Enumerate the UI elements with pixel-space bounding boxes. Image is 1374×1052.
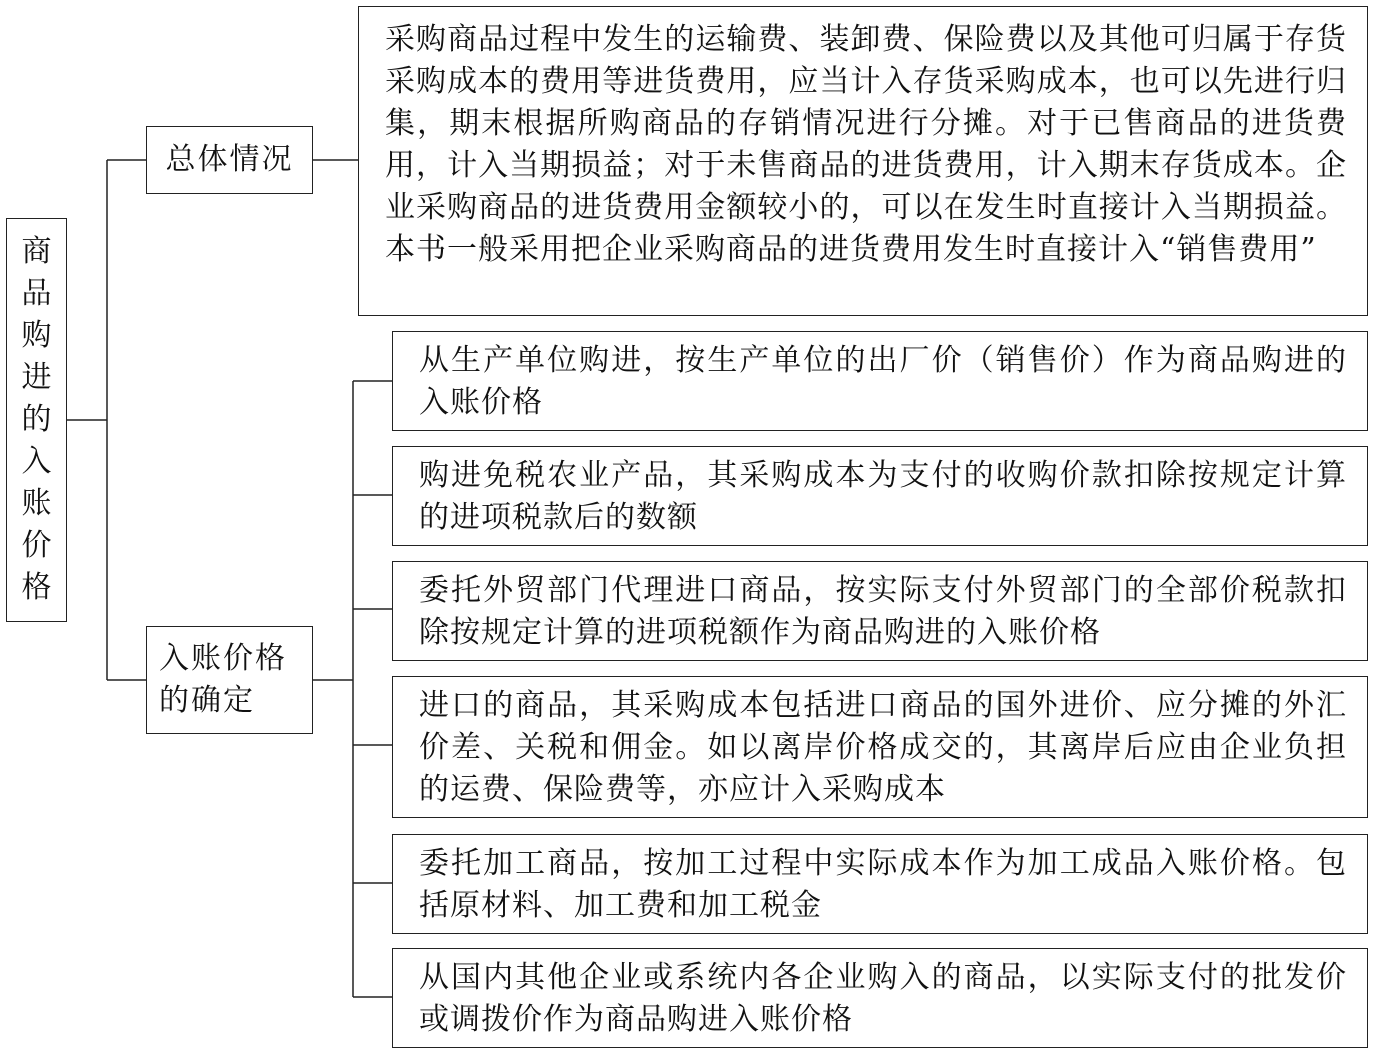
root-label: 商品购进的入账价格 xyxy=(21,234,52,605)
detail-box-consigned-processing: 委托加工商品，按加工过程中实际成本作为加工成品入账价格。包括原材料、加工费和加工税金 xyxy=(392,834,1368,934)
detail-box-overview: 采购商品过程中发生的运输费、装卸费、保险费以及其他可归属于存货采购成本的费用等进货费用，应当计入存货采购成本，也可以先进行归集，期末根据所购商品的存销情况进行分摊。对于已售商品的进货费用，计入当期损益；对于未售商品的进货费用，计入期末存货成本。企业采购商品的进货费用金额较小的，可以在发生时直接计入当期损益。本书一般采用把企业采购商品的进货费用发生时直接计入“销售费用” xyxy=(358,6,1368,316)
branch-label-overview: 总体情况 xyxy=(165,142,294,177)
detail-box-tax-exempt-agricultural: 购进免税农业产品，其采购成本为支付的收购价款扣除按规定计算的进项税款后的数额 xyxy=(392,446,1368,546)
detail-box-producer-purchase: 从生产单位购进，按生产单位的出厂价（销售价）作为商品购进的入账价格 xyxy=(392,331,1368,431)
detail-box-foreign-trade-agency: 委托外贸部门代理进口商品，按实际支付外贸部门的全部价税款扣除按规定计算的进项税额作为商品购进的入账价格 xyxy=(392,561,1368,661)
detail-box-imported-goods: 进口的商品，其采购成本包括进口商品的国外进价、应分摊的外汇价差、关税和佣金。如以离岸价格成交的，其离岸后应由企业负担的运费、保险费等，亦应计入采购成本 xyxy=(392,676,1368,818)
branch-node-price-determination xyxy=(146,626,313,734)
branch-label-price-determination: 入账价格的确定 xyxy=(159,641,287,718)
root-node xyxy=(6,218,67,622)
detail-box-domestic-enterprise: 从国内其他企业或系统内各企业购入的商品，以实际支付的批发价或调拨价作为商品购进入账价格 xyxy=(392,948,1368,1048)
branch-node-overview xyxy=(146,126,313,194)
